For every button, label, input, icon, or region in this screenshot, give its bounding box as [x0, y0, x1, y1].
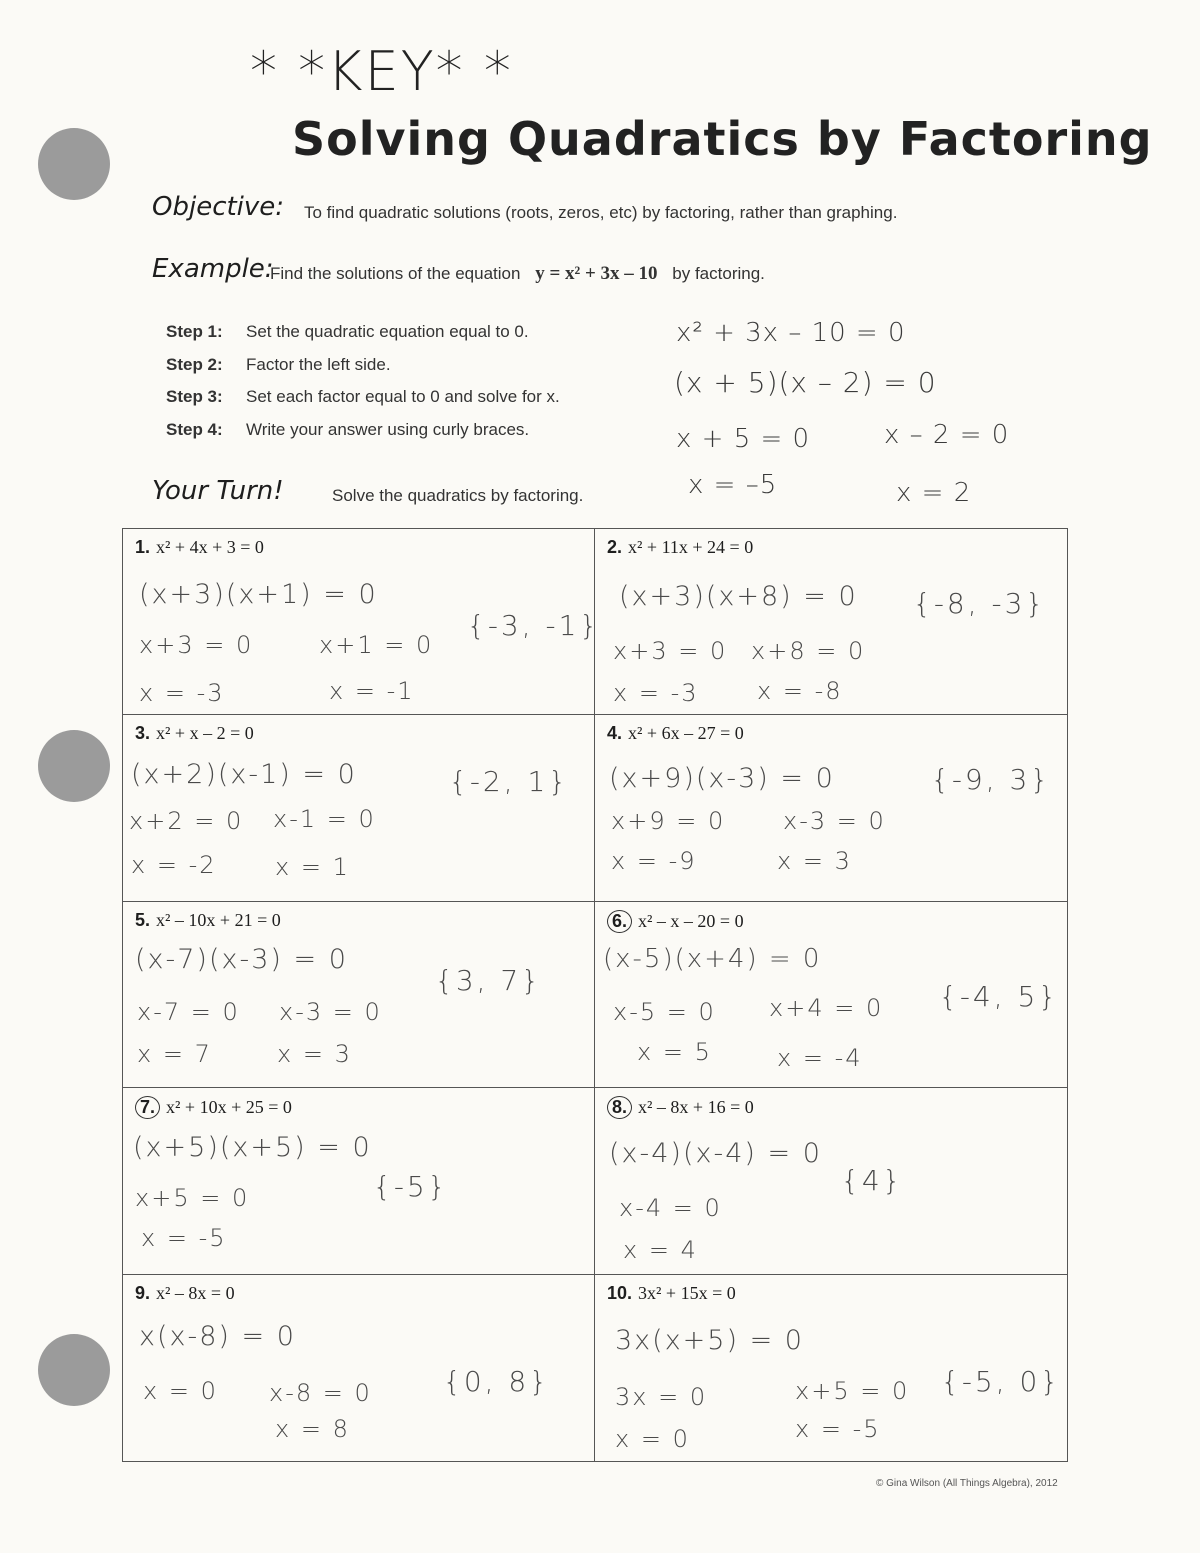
problem-grid	[122, 528, 1068, 1462]
work-solution-a: x = -3	[613, 679, 699, 707]
work-factor-a: x+9 = 0	[611, 807, 726, 836]
binder-hole-top	[38, 128, 110, 200]
example-text-before: Find the solutions of the equation	[270, 264, 521, 283]
binder-hole-bottom	[38, 1334, 110, 1406]
work-factor-b: x-3 = 0	[783, 807, 886, 836]
work-solution-a: x = -5	[141, 1224, 227, 1253]
work-factored: (x-7)(x-3) = 0	[135, 943, 348, 975]
step-3: Step 3: Set each factor equal to 0 and solve for x.	[166, 387, 560, 406]
answer-set: {-3, -1}	[467, 609, 601, 642]
example-work-sol-b: x = 2	[896, 478, 972, 508]
work-factor-a: x+5 = 0	[135, 1184, 250, 1213]
work-solution-a: x = -3	[139, 679, 225, 707]
steps-list	[166, 316, 560, 446]
example-work-line1: x² + 3x – 10 = 0	[676, 318, 906, 348]
work-solution-b: x = 1	[275, 853, 350, 882]
work-factored: (x+5)(x+5) = 0	[133, 1132, 372, 1164]
problem-1: 1. x² + 4x + 3 = 0	[135, 537, 264, 557]
problem-cell-2	[595, 529, 1067, 715]
example-sentence	[270, 263, 765, 285]
problem-3: 3. x² + x – 2 = 0	[135, 723, 254, 744]
answer-set: {0, 8}	[443, 1364, 551, 1398]
work-factor-b: x-3 = 0	[279, 997, 382, 1026]
work-factored: (x+3)(x+8) = 0	[619, 581, 858, 612]
problem-2: 2. x² + 11x + 24 = 0	[607, 537, 754, 557]
problem-7: 7. x² + 10x + 25 = 0	[135, 1096, 292, 1119]
work-factored: x(x-8) = 0	[139, 1320, 296, 1352]
work-factor-b: x+5 = 0	[795, 1376, 910, 1405]
copyright-footer: © Gina Wilson (All Things Algebra), 2012	[876, 1478, 1058, 1489]
work-factor-b: x-8 = 0	[269, 1378, 372, 1407]
work-factored: (x-4)(x-4) = 0	[609, 1138, 822, 1170]
step-4: Step 4: Write your answer using curly braces.	[166, 419, 530, 439]
example-work-sol-a: x = –5	[688, 470, 778, 500]
work-factor-a: x-4 = 0	[619, 1194, 722, 1223]
work-solution-a: x = 0	[615, 1424, 690, 1453]
answer-set: {-9, 3}	[931, 763, 1052, 797]
example-work-factor-b: x – 2 = 0	[884, 420, 1010, 450]
work-factor-a: x+2 = 0	[129, 807, 244, 836]
work-factor-a: x = 0	[143, 1376, 218, 1405]
problem-8: 8. x² – 8x + 16 = 0	[607, 1096, 754, 1119]
example-equation: y = x² + 3x – 10	[535, 263, 658, 284]
answer-set: {-4, 5}	[939, 979, 1060, 1013]
work-solution-a: x = 5	[637, 1037, 712, 1066]
work-solution-b: x = -5	[795, 1414, 881, 1443]
example-label: Example:	[152, 254, 274, 284]
work-factor-a: x-5 = 0	[613, 997, 716, 1026]
work-solution-a: x = -9	[611, 847, 697, 876]
work-factored: (x+9)(x-3) = 0	[609, 763, 835, 795]
problem-cell-9	[123, 1275, 595, 1461]
work-solution-b: x = -1	[329, 677, 415, 705]
answer-set: {-2, 1}	[449, 765, 570, 799]
objective-label: Objective:	[152, 192, 285, 222]
work-solution-b: x = -4	[777, 1043, 863, 1072]
problem-cell-5	[123, 902, 595, 1088]
example-work-line2: (x + 5)(x – 2) = 0	[674, 366, 937, 399]
work-factored: 3x(x+5) = 0	[615, 1324, 804, 1356]
problem-6: 6. x² – x – 20 = 0	[607, 910, 744, 933]
problem-cell-7	[123, 1088, 595, 1274]
work-solution-a: x = 7	[137, 1039, 212, 1068]
work-factor-a: x+3 = 0	[139, 631, 254, 659]
work-solution-a: x = -2	[131, 851, 217, 880]
work-factored: (x+2)(x-1) = 0	[131, 759, 357, 791]
problem-cell-1	[123, 529, 601, 715]
work-solution-b: x = -8	[757, 677, 843, 705]
work-factor-b: x+4 = 0	[769, 993, 884, 1022]
problem-cell-4	[595, 715, 1067, 901]
answer-set: {-5, 0}	[941, 1364, 1062, 1398]
problem-9: 9. x² – 8x = 0	[135, 1282, 235, 1303]
work-factor-b: x+1 = 0	[319, 631, 434, 659]
work-factor-a: x-7 = 0	[137, 997, 240, 1026]
work-factor-a: x+3 = 0	[613, 637, 728, 665]
work-factored: (x+3)(x+1) = 0	[139, 579, 378, 610]
page-title: Solving Quadratics by Factoring	[292, 112, 1153, 166]
problem-10: 10. 3x² + 15x = 0	[607, 1282, 736, 1303]
objective-text: To find quadratic solutions (roots, zeros, etc) by factoring, rather than graphing.	[304, 203, 898, 222]
example-text-after: by factoring.	[672, 264, 765, 283]
answer-set: {-8, -3}	[913, 587, 1047, 620]
binder-hole-middle	[38, 730, 110, 802]
answer-set: {4}	[841, 1164, 904, 1198]
problem-cell-10	[595, 1275, 1067, 1461]
key-label: * *KEY* *	[250, 40, 513, 103]
example-work-factor-a: x + 5 = 0	[676, 424, 811, 454]
answer-set: {3, 7}	[435, 963, 543, 997]
work-factor-b: x+8 = 0	[751, 637, 866, 665]
problem-5: 5. x² – 10x + 21 = 0	[135, 909, 281, 930]
work-solution-b: x = 3	[277, 1039, 352, 1068]
your-turn-label: Your Turn!	[152, 476, 284, 506]
work-solution-b: x = 3	[777, 847, 852, 876]
problem-cell-3	[123, 715, 595, 901]
your-turn-text: Solve the quadratics by factoring.	[332, 486, 584, 505]
work-factored: (x-5)(x+4) = 0	[603, 943, 822, 974]
work-factor-b: x-1 = 0	[273, 805, 376, 834]
step-2: Step 2: Factor the left side.	[166, 354, 391, 374]
work-solution-a: x = 4	[623, 1236, 698, 1265]
work-factor-a: 3x = 0	[615, 1382, 708, 1411]
problem-cell-6	[595, 902, 1067, 1088]
work-solution-b: x = 8	[275, 1414, 350, 1443]
answer-set: {-5}	[373, 1170, 449, 1204]
problem-cell-8	[595, 1088, 1067, 1274]
problem-4: 4. x² + 6x – 27 = 0	[607, 723, 744, 744]
step-1: Step 1: Set the quadratic equation equal to 0.	[166, 322, 529, 341]
